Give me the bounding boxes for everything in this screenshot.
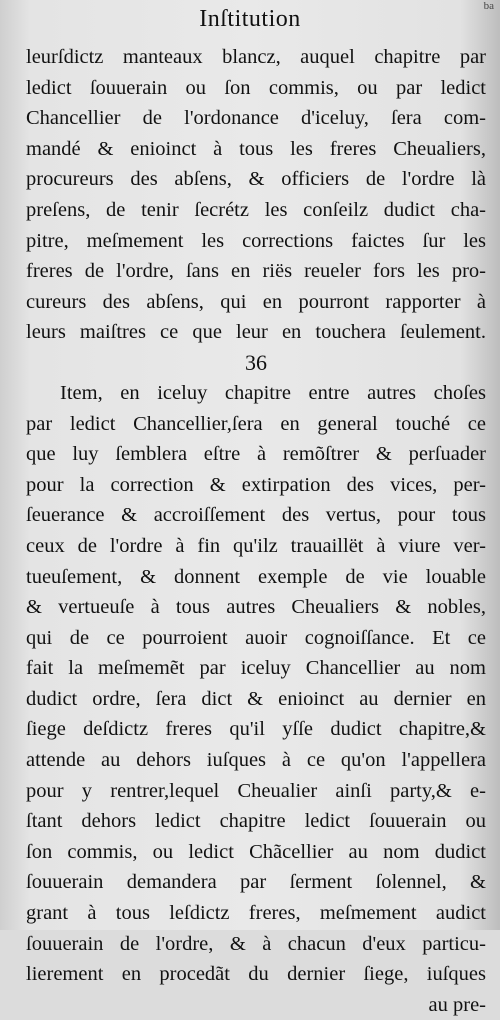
text-line: preſens, de tenir ſecrétz les conſeilz dudict cha-: [26, 198, 486, 221]
section-number: 36: [245, 349, 267, 375]
page-body: [26, 42, 486, 1020]
text-line: freres de l'ordre, ſans en riës reueler fors les pro-: [26, 260, 486, 283]
text-line: leurſdictz manteaux blancz, auquel chapitre par: [26, 46, 486, 68]
text-line: Item, en iceluy chapitre entre autres choſes: [60, 381, 486, 404]
paragraph-2: [26, 378, 486, 1020]
text-line: mandé & enioinct à tous les freres Cheualiers,: [26, 137, 486, 160]
text-line: procureurs des abſens, & officiers de l'ordre là: [26, 168, 486, 191]
text-line: cureurs des abſens, qui en pourront rapporter à: [26, 290, 486, 313]
catchword: au pre-: [428, 993, 486, 1016]
text-line: Chancellier de l'ordonance d'iceluy, ſera com-: [26, 107, 486, 130]
text-line: ſiege deſdictz freres qu'il yſſe dudict chapitre,&: [26, 718, 486, 741]
text-line: ſtant dehors ledict chapitre ledict ſouuerain ou: [26, 810, 486, 833]
paragraph-1: [26, 42, 486, 348]
running-header: Inſtitution: [199, 6, 301, 32]
corner-mark: ba: [483, 0, 494, 12]
text-line: par ledict Chancellier,ſera en general touché ce: [26, 412, 486, 435]
text-line: dudict ordre, ſera dict & enioinct au dernier en: [26, 687, 486, 710]
text-line: & vertueuſe à tous autres Cheualiers & nobles,: [26, 596, 486, 619]
text-line: tueuſement, & donnent exemple de vie louable: [26, 565, 486, 588]
text-line: attende au dehors iuſques à ce qu'on l'appellera: [26, 749, 486, 772]
text-line: leurs maiſtres ce que leur en touchera ſeulement.: [26, 321, 486, 344]
text-line: lierement en procedãt du dernier ſiege, iuſques: [26, 963, 486, 986]
text-line: grant à tous leſdictz freres, meſmement audict: [26, 902, 486, 925]
text-line: ſeuerance & accroiſſement des vertus, pour tous: [26, 504, 486, 527]
text-line: ſon commis, ou ledict Chãcellier au nom dudict: [26, 840, 486, 863]
text-line: ledict ſouuerain ou ſon commis, ou par ledict: [26, 76, 486, 99]
text-line: que luy ſemblera eſtre à remõſtrer & perſuader: [26, 443, 486, 466]
text-line: ſouuerain de l'ordre, & à chacun d'eux particu-: [26, 932, 486, 955]
text-line: pour y rentrer,lequel Cheualier ainſi party,& e-: [26, 779, 486, 802]
text-line: fait la meſmemẽt par iceluy Chancellier au nom: [26, 657, 486, 680]
text-line: pitre, meſmement les corrections faictes ſur les: [26, 229, 486, 252]
text-line: ſouuerain demandera par ſerment ſolennel, &: [26, 871, 486, 894]
text-line: pour la correction & extirpation des vices, per-: [26, 473, 486, 496]
text-line: ceux de l'ordre à fin qu'ilz trauaillët à viure ver-: [26, 534, 486, 557]
text-line: qui de ce pourroient auoir cognoiſſance. Et ce: [26, 626, 486, 649]
